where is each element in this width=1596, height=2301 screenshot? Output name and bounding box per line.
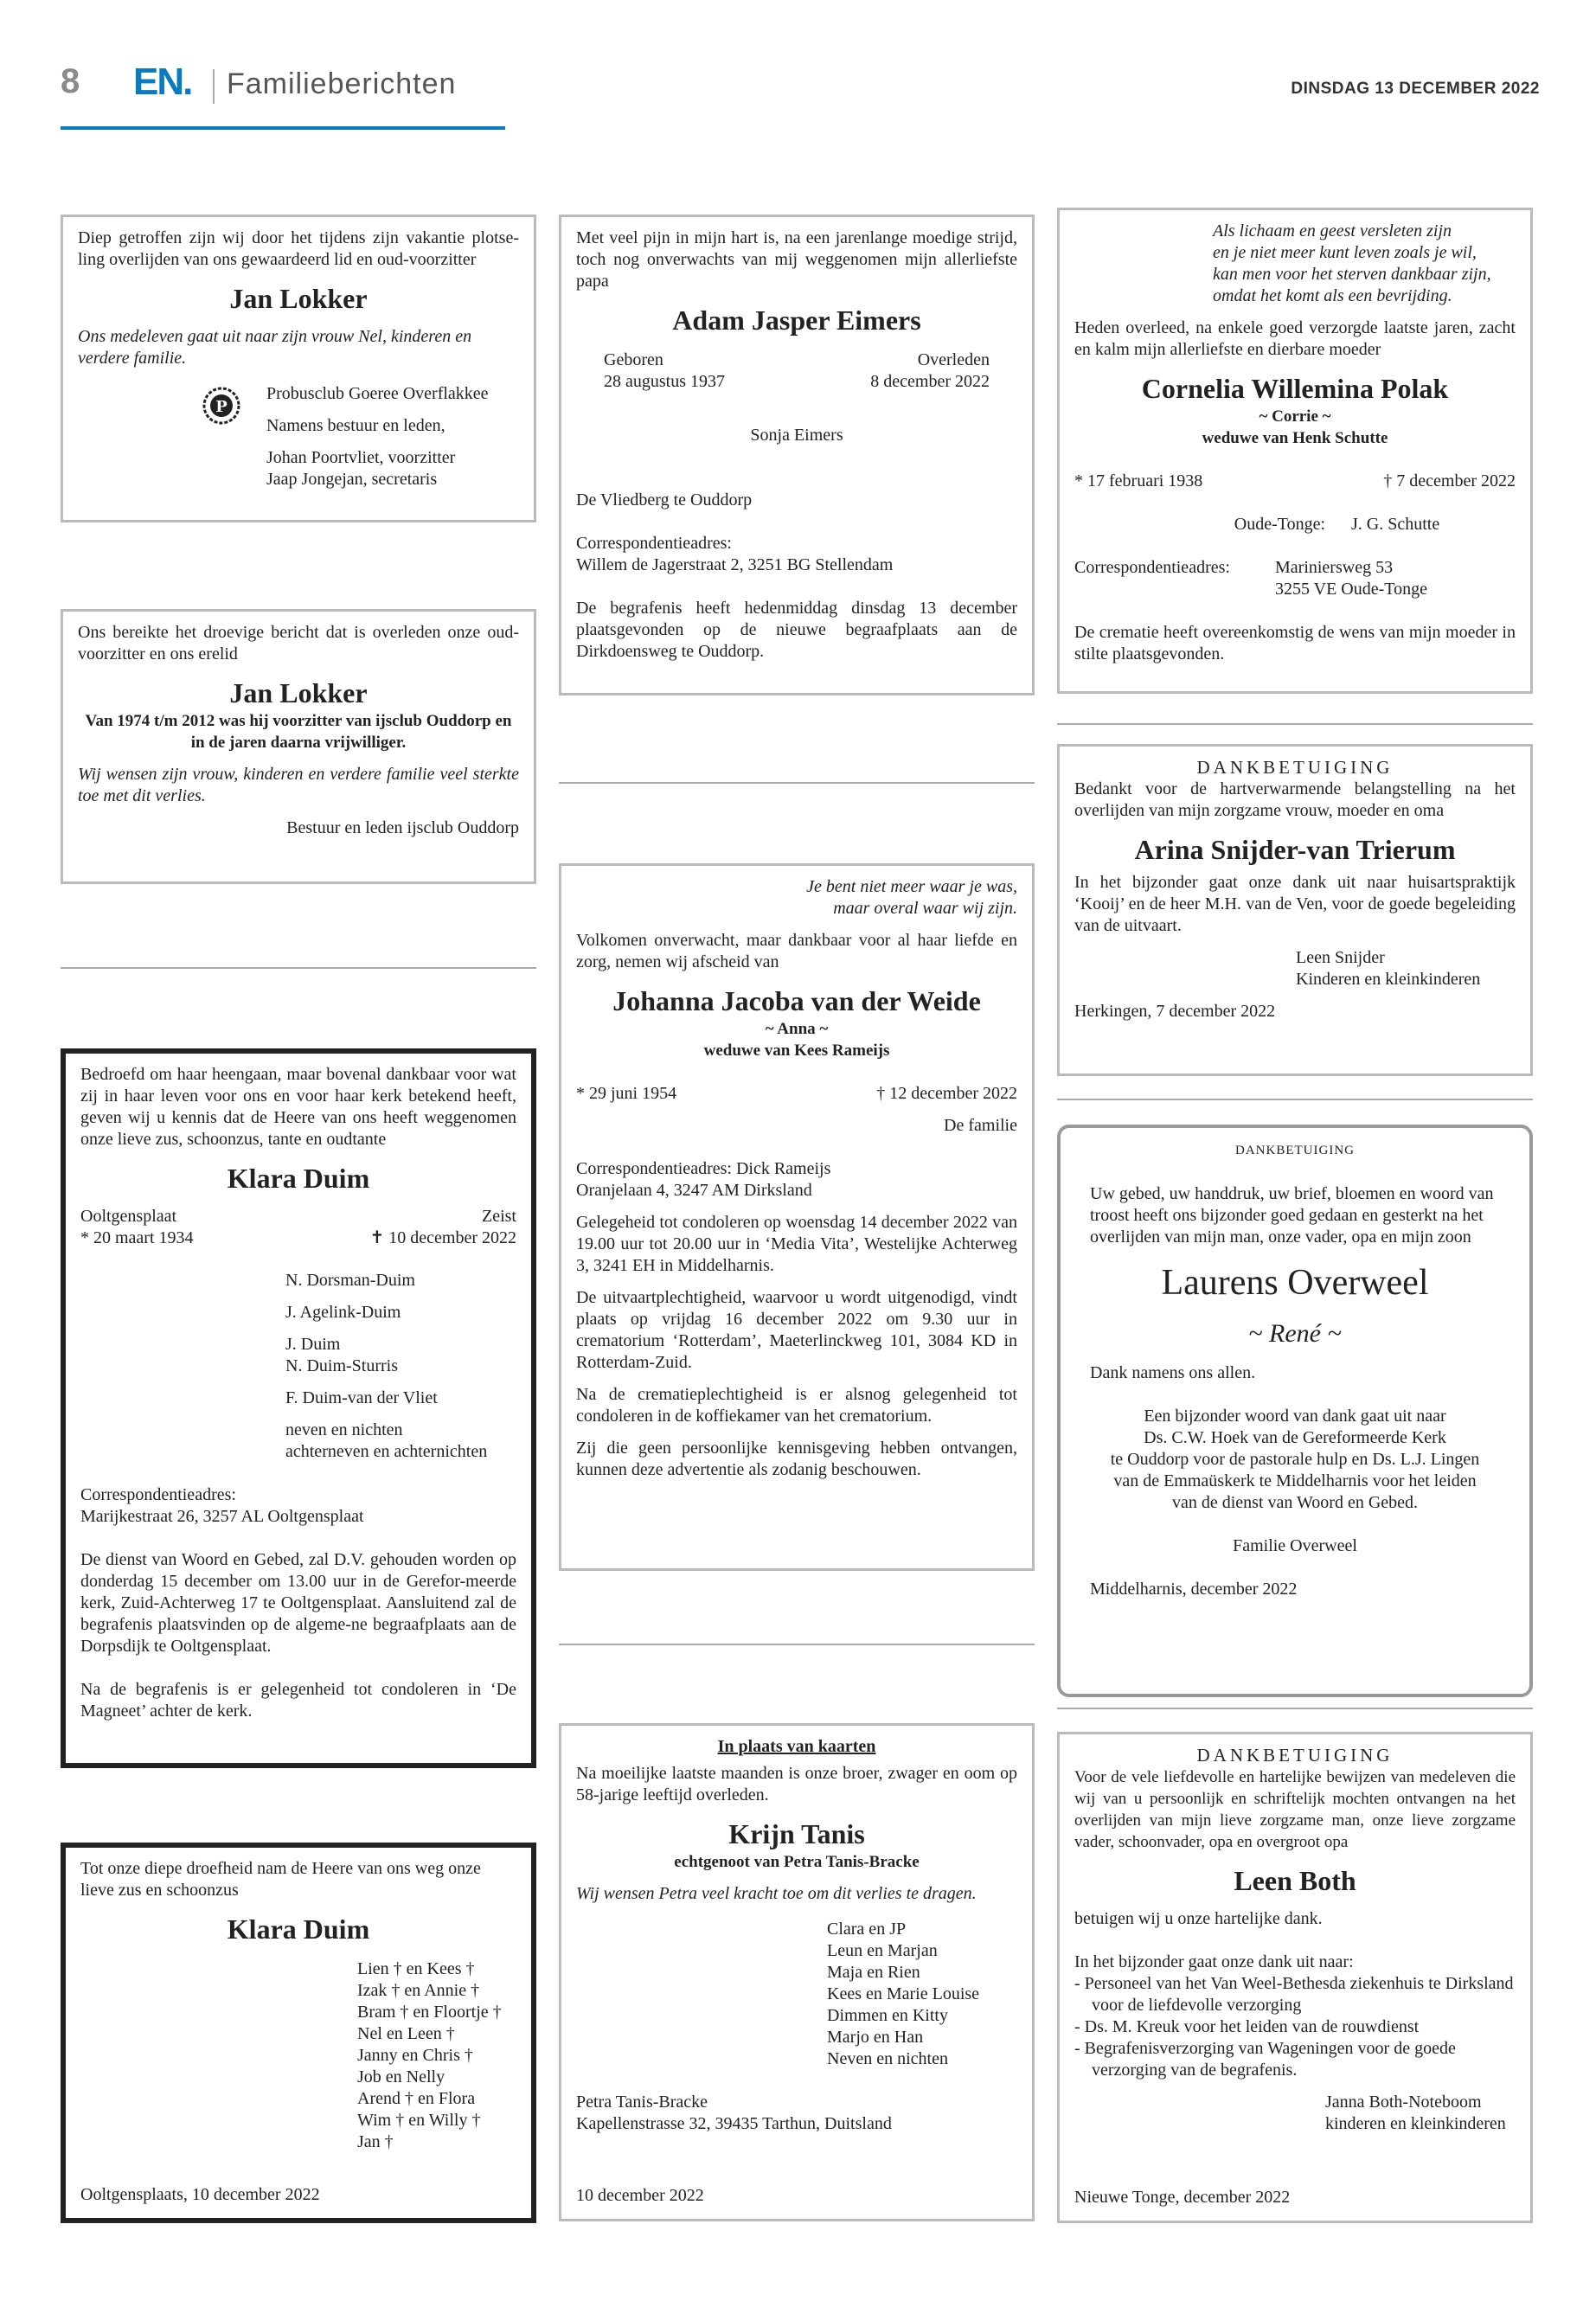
signature: De familie (944, 1116, 1017, 1135)
edition-date: DINSDAG 13 DECEMBER 2022 (1291, 80, 1540, 98)
death-date: † 7 december 2022 (1383, 471, 1516, 490)
svg-text:P: P (215, 398, 228, 416)
notice-subtitle: echtgenoot van Petra Tanis-Bracke (674, 1853, 920, 1871)
family-member: Jan † (357, 2132, 394, 2151)
notice-adam-eimers (559, 215, 1035, 695)
death-date: 8 december 2022 (870, 372, 990, 391)
family-member: Izak † en Annie † (357, 1981, 480, 2000)
family-member: N. Duim-Sturris (285, 1356, 398, 1375)
place-date: Middelharnis, december 2022 (1090, 1580, 1298, 1599)
thanks-text: Dank namens ons allen. (1090, 1363, 1256, 1382)
birth-date: * 29 juni 1954 (576, 1084, 677, 1103)
header-separator (213, 69, 215, 104)
club-name: Probusclub Goeree Overflakkee (266, 384, 489, 403)
thanks-list (1074, 1973, 1516, 2081)
notice-johanna-van-der-weide (559, 863, 1035, 1571)
deceased-name: Cornelia Willemina Polak (1141, 373, 1449, 404)
notice-intro: Heden overleed, na enkele goed verzorgde laatste jaren, zacht en kalm mijn allerliefste en dierbare moeder (1074, 318, 1516, 359)
deceased-name: Krijn Tanis (728, 1818, 865, 1849)
signature: Sonja Eimers (750, 426, 843, 445)
divider (61, 967, 536, 969)
notice-jan-lokker-probus (61, 215, 536, 522)
signature-name: Petra Tanis-Bracke (576, 2093, 708, 2112)
family-member: Dimmen en Kitty (827, 2006, 948, 2025)
notice-jan-lokker-ijsclub (61, 609, 536, 884)
logo: EN. (133, 61, 192, 103)
nickname: ~ René ~ (1248, 1319, 1342, 1348)
family-member: Lien † en Kees † (357, 1959, 475, 1978)
place-right: Zeist (482, 1207, 516, 1226)
notice-arina-snijder (1057, 744, 1533, 1076)
header-underline (61, 126, 505, 130)
divider (559, 782, 1035, 784)
notice-intro: Bedroefd om haar heengaan, maar bovenal dankbaar voor wat zij in haar leven voor ons en voor haar kerk betekend heeft, geven wij u kennis dat de Heere van ons heeft weggenomen onze lieve zus, schoonzus, tante en oudtante (80, 1065, 516, 1149)
correspondence-address: Willem de Jagerstraat 2, 3251 BG Stellendam (576, 555, 894, 574)
family-member: Nel en Leen † (357, 2024, 455, 2043)
condolence-text-2: Na de crematieplechtigheid is er alsnog gelegenheid tot condoleren in de koffiekamer van het crematorium. (576, 1385, 1017, 1426)
family-member: Neven en nichten (827, 2049, 948, 2068)
signature: Bestuur en leden ijsclub Ouddorp (286, 818, 519, 837)
notice-intro: Tot onze diepe droefheid nam de Heere van ons weg onze lieve zus en schoonzus (80, 1859, 481, 1900)
notice-subtitle: weduwe van Kees Rameijs (703, 1042, 890, 1060)
poem-line: en je niet meer kunt leven zoals je wil, (1213, 243, 1477, 262)
poem-line: Je bent niet meer waar je was, (806, 877, 1017, 896)
deceased-name: Klara Duim (227, 1913, 370, 1945)
funeral-text: De begrafenis heeft hedenmiddag dinsdag 13 december plaatsgevonden op de nieuwe begraafplaats aan de Dirkdoensweg te Ouddorp. (576, 599, 1017, 661)
family-list (80, 1958, 516, 2153)
notice-heading: DANKBETUIGING (1196, 1745, 1394, 1766)
notice-cornelia-polak (1057, 208, 1533, 694)
family-member: Clara en JP (827, 1920, 907, 1939)
special-thanks-line: van de Emmaüskerk te Middelharnis voor het leiden (1113, 1471, 1477, 1490)
birth-date: * 20 maart 1934 (80, 1228, 194, 1247)
notice-intro: Ons bereikte het droevige bericht dat is overleden onze oud-voorzitter en ons erelid (78, 623, 519, 663)
cremation-text: De crematie heeft overeenkomstig de wens van mijn moeder in stilte plaatsgevonden. (1074, 623, 1516, 663)
family-member: J. Duim (285, 1335, 341, 1354)
notice-subtitle: weduwe van Henk Schutte (1202, 429, 1388, 447)
poem-line: kan men voor het sterven dankbaar zijn, (1213, 265, 1491, 284)
poem-line: omdat het komt als een bevrijding. (1213, 286, 1452, 305)
deceased-name: Jan Lokker (229, 677, 368, 708)
notice-date: 10 december 2022 (576, 2186, 704, 2205)
condolence-text: Gelegeheid tot condoleren op woensdag 14 december 2022 van 19.00 uur tot 20.00 uur in ‘Media Vita’, Westelijke Achterweg 3, 3241 EH in Middelharnis. (576, 1213, 1017, 1275)
correspondence-label: Correspondentieadres: (1074, 558, 1230, 577)
born-label: Geboren (604, 350, 663, 369)
family-member: F. Duim-van der Vliet (285, 1388, 438, 1407)
correspondence-label: Correspondentieadres: Dick Rameijs (576, 1159, 831, 1178)
notice-laurens-overweel (1057, 1125, 1533, 1697)
thanks-item: - Personeel van het Van Weel-Bethesda ziekenhuis te Dirksland voor de liefdevolle verzorging (1074, 1974, 1514, 2015)
nickname: ~ Corrie ~ (1259, 407, 1331, 426)
signature-secretary: Jaap Jongejan, secretaris (266, 470, 438, 489)
signature-family: kinderen en kleinkinderen (1325, 2114, 1506, 2133)
family-member: Maja en Rien (827, 1963, 920, 1982)
probus-logo-icon (202, 387, 240, 425)
condolence-text: Wij wensen zijn vrouw, kinderen en verdere familie veel sterkte toe met dit verlies. (78, 765, 519, 805)
signature: Familie Overweel (1233, 1536, 1357, 1555)
signature-chair: Johan Poortvliet, voorzitter (266, 448, 456, 467)
notice-heading: DANKBETUIGING (1196, 757, 1394, 778)
deceased-name: Klara Duim (227, 1163, 370, 1194)
ceremony-text: De uitvaartplechtigheid, waarvoor u wordt uitgenodigd, vindt plaats op vrijdag 16 december 2022 om 9.30 uur in crematorium ‘Rotterdam’, Maeterlinckweg 101, 3084 KD in Rotterdam-Zuid. (576, 1288, 1017, 1372)
signature-line: Namens bestuur en leden, (266, 416, 445, 435)
notice-klara-duim-family (61, 1048, 536, 1768)
notice-intro: Bedankt voor de hartverwarmende belangstelling na het overlijden van mijn zorgzame vrouw, moeder en oma (1074, 779, 1516, 820)
special-thanks-line: van de dienst van Woord en Gebed. (1171, 1493, 1419, 1512)
notice-intro: Voor de vele liefdevolle en hartelijke bewijzen van medeleven die wij van u persoonlijk en schriftelijk mochten ontvangen na het overlijden van mijn lieve zorgzame man, onze lieve zorgzame vader, schoonvader, opa en overgroot opa (1074, 1768, 1516, 1851)
notice-date: Ooltgensplaats, 10 december 2022 (80, 2185, 320, 2204)
condolence-text: Wij wensen Petra veel kracht toe om dit verlies te dragen. (576, 1884, 977, 1903)
family-member: Job en Nelly (357, 2067, 445, 2086)
family-member: achterneven en achternichten (285, 1442, 488, 1461)
deceased-name: Adam Jasper Eimers (672, 304, 921, 336)
family-member: Kees en Marie Louise (827, 1984, 980, 2003)
notice-intro: Met veel pijn in mijn hart is, na een jarenlange moedige strijd, toch nog onverwachts van mij weggenomen mijn allerliefste papa (576, 228, 1017, 291)
notice-intro: Na moeilijke laatste maanden is onze broer, zwager en oom op 58-jarige leeftijd overleden. (576, 1764, 1017, 1804)
deceased-name: Johanna Jacoba van der Weide (612, 985, 981, 1016)
special-thanks-label: In het bijzonder gaat onze dank uit naar: (1074, 1952, 1354, 1971)
deceased-name: Laurens Overweel (1161, 1263, 1429, 1303)
notice-intro: Volkomen onverwacht, maar dankbaar voor al haar liefde en zorg, nemen wij afscheid van (576, 931, 1017, 971)
notice-heading: In plaats van kaarten (717, 1737, 876, 1756)
thanks-text: betuigen wij u onze hartelijke dank. (1074, 1909, 1323, 1928)
family-member: Marjo en Han (827, 2028, 924, 2047)
family-member: Bram † en Floortje † (357, 2003, 502, 2022)
correspondence-street: Mariniersweg 53 (1275, 558, 1394, 577)
divider (1057, 1708, 1533, 1709)
special-thanks-line: te Ouddorp voor de pastorale hulp en Ds. L.J. Lingen (1110, 1450, 1480, 1469)
page-header (61, 0, 1540, 138)
address: De Vliedberg te Ouddorp (576, 490, 753, 510)
condolence-text: Ons medeleven gaat uit naar zijn vrouw Nel, kinderen en verdere familie. (78, 327, 472, 368)
correspondence-address: Oranjelaan 4, 3247 AM Dirksland (576, 1181, 812, 1200)
divider (1057, 723, 1533, 725)
family-member: Wim † en Willy † (357, 2111, 481, 2130)
birth-date: 28 augustus 1937 (604, 372, 725, 391)
nickname: ~ Anna ~ (765, 1020, 829, 1038)
signature-name: Leen Snijder (1296, 948, 1385, 967)
place-date: Herkingen, 7 december 2022 (1074, 1002, 1276, 1021)
family-member: N. Dorsman-Duim (285, 1271, 415, 1290)
death-date: ✝ 10 december 2022 (369, 1228, 516, 1247)
family-member: neven en nichten (285, 1420, 403, 1439)
place-label: Oude-Tonge: (1234, 515, 1325, 534)
thanks-text: In het bijzonder gaat onze dank uit naar huisartspraktijk ‘Kooij’ en de heer M.H. van de Ven, voor de goede begeleiding van de uitvaart. (1074, 873, 1516, 935)
correspondence-address: Marijkestraat 26, 3257 AL Ooltgensplaat (80, 1507, 364, 1526)
notice-leen-both (1057, 1732, 1533, 2223)
family-member: J. Agelink-Duim (285, 1303, 401, 1322)
special-thanks-line: Ds. C.W. Hoek van de Gereformeerde Kerk (1144, 1428, 1446, 1447)
deceased-name: Arina Snijder-van Trierum (1134, 834, 1456, 865)
notice-heading: DANKBETUIGING (1235, 1144, 1355, 1157)
signature-name: Janna Both-Noteboom (1325, 2093, 1482, 2112)
page-number: 8 (61, 62, 80, 100)
place-name: J. G. Schutte (1351, 515, 1440, 534)
section-title: Familieberichten (227, 67, 457, 100)
family-member: Janny en Chris † (357, 2046, 473, 2065)
condolence-text: Na de begrafenis is er gelegenheid tot condoleren in ‘De Magneet’ achter de kerk. (80, 1680, 516, 1721)
divider (559, 1644, 1035, 1645)
family-member: Arend † en Flora (357, 2089, 476, 2108)
correspondence-label: Correspondentieadres: (576, 534, 732, 553)
notice-subtitle: Van 1974 t/m 2012 was hij voorzitter van ijsclub Ouddorp en in de jaren daarna vrijwilliger. (85, 712, 512, 752)
deceased-name: Leen Both (1234, 1865, 1356, 1896)
death-date: † 12 december 2022 (876, 1084, 1017, 1103)
notice-klara-duim-siblings (61, 1843, 536, 2223)
birth-date: * 17 februari 1938 (1074, 471, 1203, 490)
notice-intro: Diep getroffen zijn wij door het tijdens zijn vakantie plotse-ling overlijden van ons gewaardeerd lid en oud-voorzitter (78, 228, 519, 269)
family-member: Leun en Marjan (827, 1941, 938, 1960)
notice-disclaimer: Zij die geen persoonlijke kennisgeving hebben ontvangen, kunnen deze advertentie als zodanig beschouwen. (576, 1439, 1017, 1479)
special-thanks-line: Een bijzonder woord van dank gaat uit naar (1144, 1407, 1446, 1426)
died-label: Overleden (917, 350, 990, 369)
poem-line: Als lichaam en geest versleten zijn (1213, 221, 1452, 240)
correspondence-label: Correspondentieadres: (80, 1485, 236, 1504)
place-left: Ooltgensplaat (80, 1207, 177, 1226)
place-date: Nieuwe Tonge, december 2022 (1074, 2188, 1291, 2207)
divider (1057, 1099, 1533, 1100)
family-list (576, 1919, 1017, 2070)
notice-krijn-tanis (559, 1723, 1035, 2221)
poem-line: maar overal waar wij zijn. (833, 899, 1017, 918)
correspondence-city: 3255 VE Oude-Tonge (1275, 580, 1427, 599)
deceased-name: Jan Lokker (229, 283, 368, 314)
signature-address: Kapellenstrasse 32, 39435 Tarthun, Duitsland (576, 2114, 892, 2133)
service-text: De dienst van Woord en Gebed, zal D.V. gehouden worden op donderdag 15 december om 13.00 uur in de Gerefor-meerde kerk, Zuid-Achterweg 17 te Ooltgensplaat. Aansluitend zal de begrafenis plaatsvinden op de algeme-ne begraafplaats aan de Dorpsdijk te Ooltgensplaat. (80, 1550, 516, 1656)
thanks-item: - Ds. M. Kreuk voor het leiden van de rouwdienst (1074, 2017, 1420, 2036)
signature-family: Kinderen en kleinkinderen (1296, 970, 1481, 989)
thanks-item: - Begrafenisverzorging van Wageningen voor de goede verzorging van de begrafenis. (1074, 2039, 1456, 2080)
notice-intro: Uw gebed, uw handdruk, uw brief, bloemen en woord van troost heeft ons bijzonder goed gedaan en gesterkt na het overlijden van mijn man, onze vader, opa en mijn zoon (1090, 1184, 1494, 1247)
